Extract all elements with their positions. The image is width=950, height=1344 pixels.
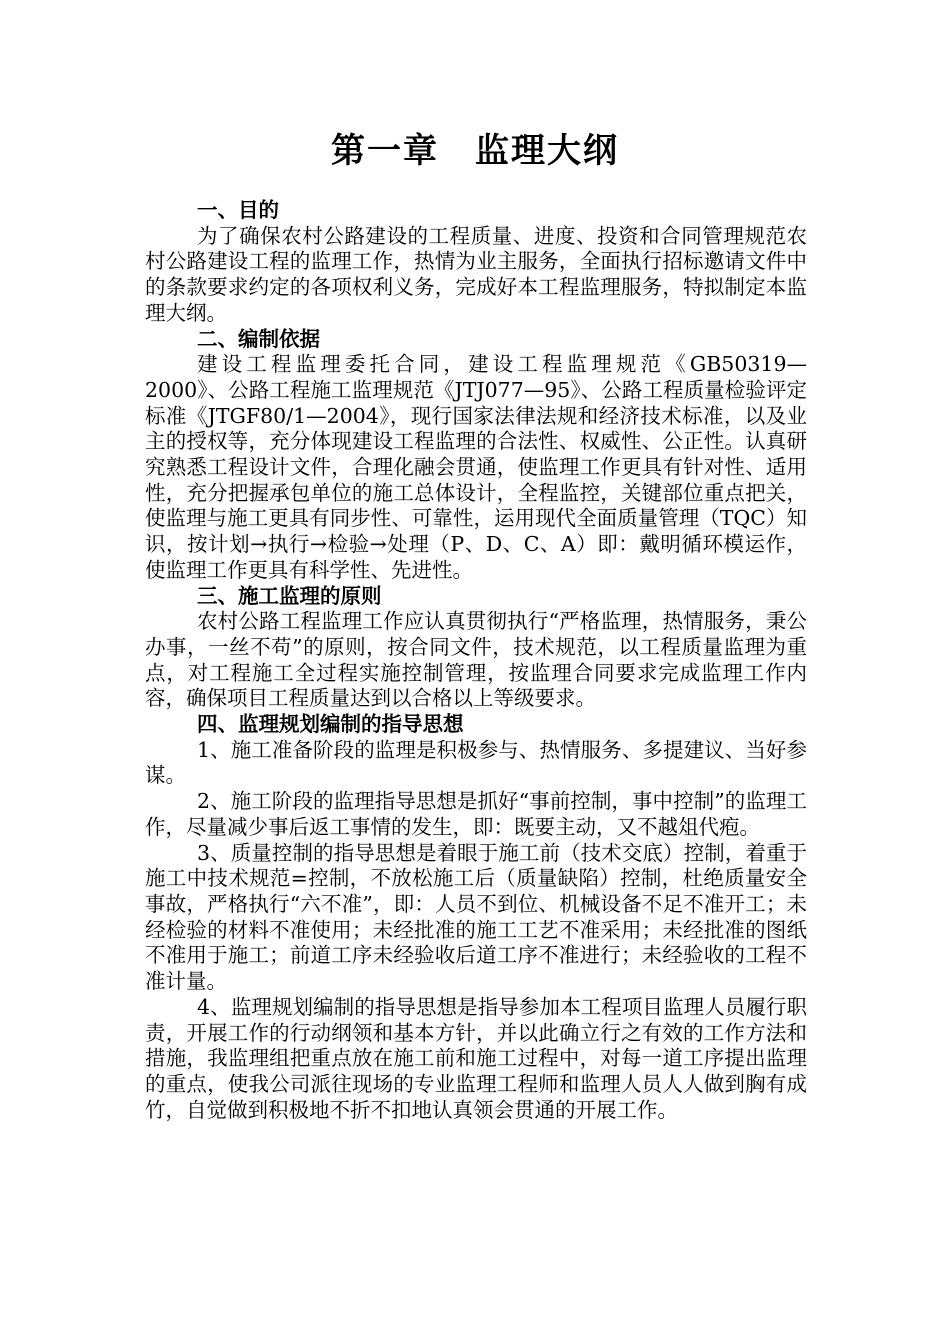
list-item: 2、施工阶段的监理指导思想是抓好“事前控制，事中控制”的监理工作，尽量减少事后返工事情的发生，即：既要主动，又不越俎代疱。 xyxy=(145,789,807,839)
section-heading-principles: 三、施工监理的原则 xyxy=(197,583,382,608)
list-item: 3、质量控制的指导思想是着眼于施工前（技术交底）控制，着重于施工中技术规范=控制，不放松施工后（质量缺陷）控制，杜绝质量安全事故，严格执行“六不准”，即：人员不到位、机械设备不足不准开工；未经检验的材料不准使用；未经批准的施工工艺不准采用；未经批准的图纸不准用于施工；前道工序未经验收后道工序不准进行；未经验收的工程不准计量。 xyxy=(145,840,807,994)
paragraph: 为了确保农村公路建设的工程质量、进度、投资和合同管理规范农村公路建设工程的监理工作，热情为业主服务，全面执行招标邀请文件中的条款要求约定的各项权利义务，完成好本工程监理服务，特拟制定本监理大纲。 xyxy=(145,223,807,325)
paragraph: 农村公路工程监理工作应认真贯彻执行“严格监理，热情服务，秉公办事，一丝不苟”的原则，按合同文件，技术规范，以工程质量监理为重点，对工程施工全过程实施控制管理，按监理合同要求完成监理工作内容，确保项目工程质量达到以合格以上等级要求。 xyxy=(145,609,807,711)
section-heading-guiding-ideas: 四、监理规划编制的指导思想 xyxy=(197,712,464,737)
section-heading-purpose: 一、目的 xyxy=(197,198,279,222)
paragraph: 建设工程监理委托合同，建设工程监理规范《GB50319—2000》、公路工程施工监理规范《JTJ077—95》、公路工程质量检验评定标准《JTGF80/1—2004》，现行国家法律法规和经济技术标准，以及业主的授权等，充分体现建设工程监理的合法性、权威性、公正性。认真研究熟悉工程设计文件，合理化融会贯通，使监理工作更具有针对性、适用性，充分把握承包单位的施工总体设计，全程监控，关键部位重点把关，使监理与施工更具有同步性、可靠性，运用现代全面质量管理（TQC）知识，按计划→执行→检验→处理（P、D、C、A）即：戴明循环模运作，使监理工作更具有科学性、先进性。 xyxy=(145,352,807,582)
chapter-title: 第一章 监理大纲 xyxy=(331,131,619,171)
list-item: 4、监理规划编制的指导思想是指导参加本工程项目监理人员履行职责，开展工作的行动纲领和基本方针，并以此确立行之有效的工作方法和措施，我监理组把重点放在施工前和施工过程中，对每一道工序提出监理的重点，使我公司派往现场的专业监理工程师和监理人员人人做到胸有成竹，自觉做到积极地不折不扣地认真领会贯通的开展工作。 xyxy=(145,994,807,1122)
document-body xyxy=(145,198,807,1123)
list-item: 1、施工准备阶段的监理是积极参与、热情服务、多提建议、当好参谋。 xyxy=(145,737,807,788)
section-heading-basis: 二、编制依据 xyxy=(197,326,320,351)
